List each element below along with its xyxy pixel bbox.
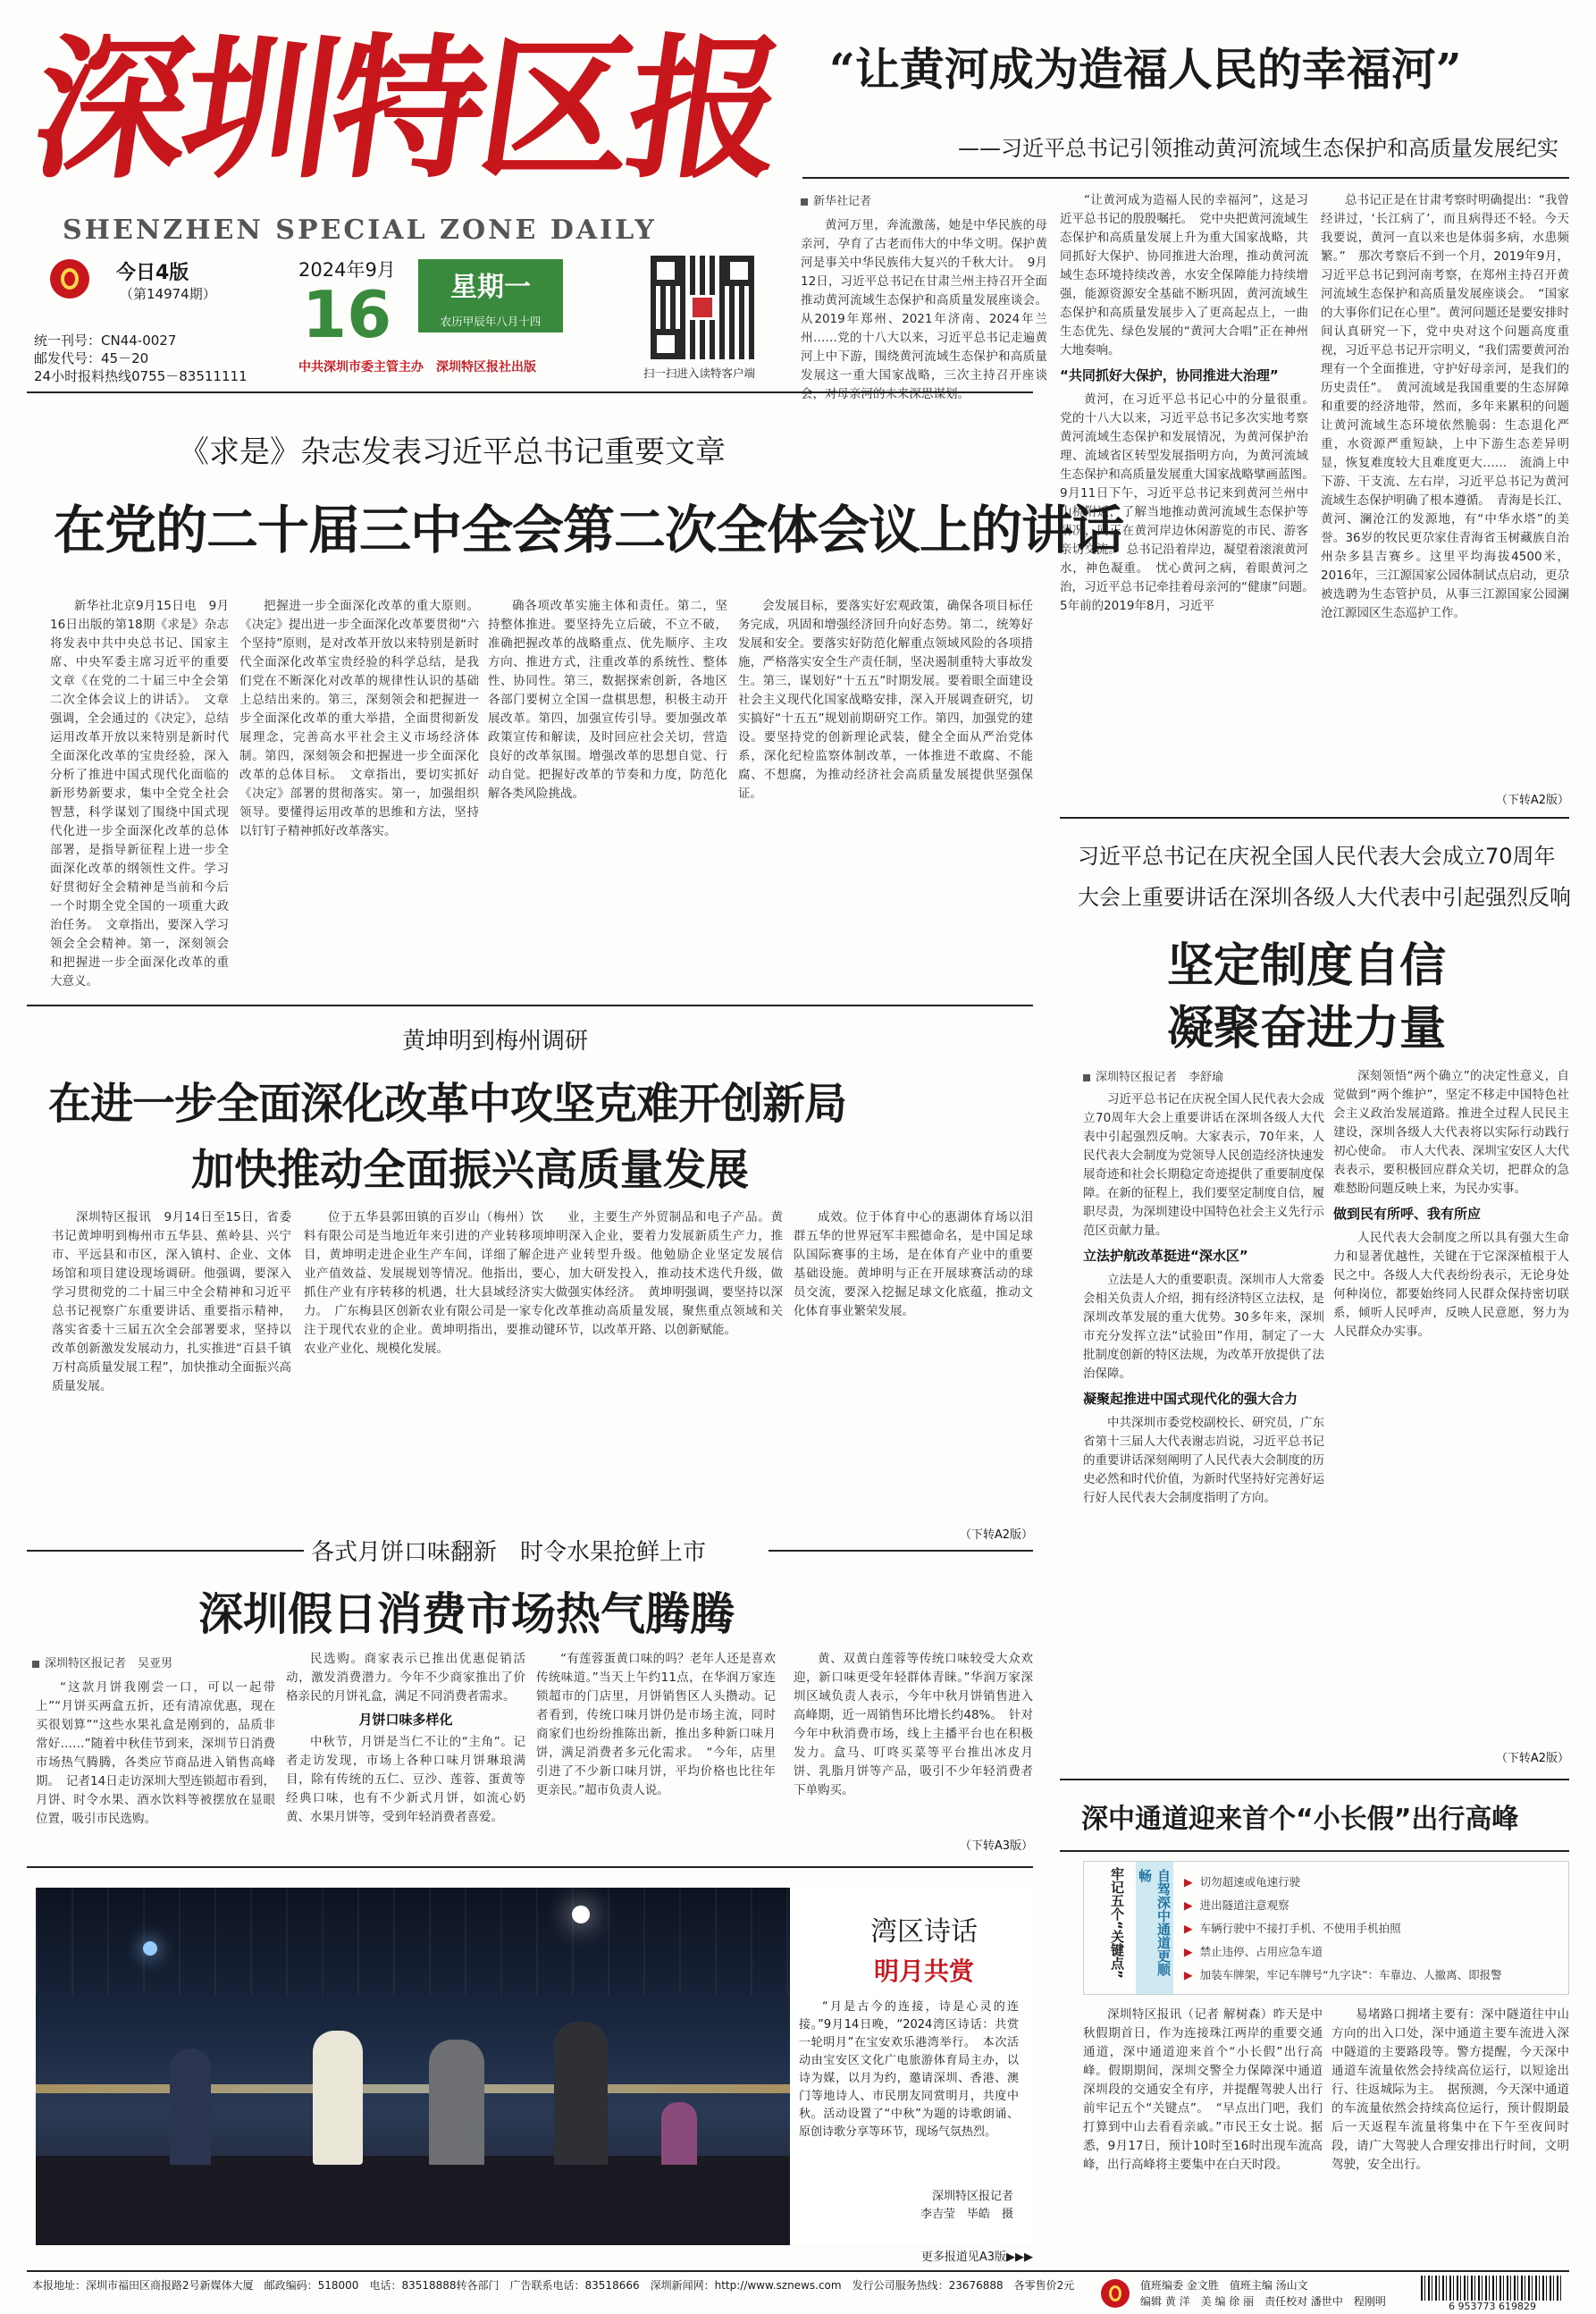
paragraph: “月是古今的连接，诗是心灵的连接。”9月14日晚，“2024湾区诗话：共赏一轮明月”在宝安欢乐港湾举行。 本次活动由宝安区文化广电旅游体育局主办，以诗为媒，以月为约，邀请深圳、香港、澳门等地诗人、市民朋友同赏明月，共度中秋。活动设置了“中秋”为题的诗歌朗诵、原创诗歌分享等环节，现场气氛热烈。 <box>799 2000 1019 2139</box>
tip-text: 加装车牌架，牢记车牌号“九字诀”：车靠边、人撤离、即报警 <box>1199 1968 1502 1982</box>
tunnel-tips-box <box>1083 1861 1569 1995</box>
arrow-icon: ▶ <box>1184 1898 1193 1912</box>
qiushi-col3 <box>488 597 727 987</box>
byline-text: 深圳特区报记者 李舒瑜 <box>1096 1071 1224 1084</box>
byline-text: 新华社记者 <box>813 195 872 208</box>
top-story-byline <box>801 191 871 208</box>
bay-poetry-subtitle: 明月共赏 <box>873 1956 974 1986</box>
npc-byline <box>1083 1067 1223 1084</box>
tips-list <box>1184 1871 1563 1987</box>
bullet-icon <box>32 1661 39 1668</box>
paragraph: “有莲蓉蛋黄口味的吗？老年人还是喜欢传统味道。”当天上午约11点，在华润万家连锁超市的门店里，月饼销售区人头攒动。记者看到，传统口味月饼仍是市场主流，同时商家们也纷纷推陈出新，推出多种新口味月饼，满足消费者多元化需求。 “今年，店里引进了不少新口味月饼，平均价格也比往年更亲民。”超市负责人说。 <box>536 1652 776 1797</box>
arrow-icon: ▶ <box>1184 1875 1193 1889</box>
bay-poetry-box <box>790 1888 1033 2245</box>
paragraph: 深刻领悟“两个确立”的决定性意义，自觉做到“两个维护”，坚定不移走中国特色社会主义政治发展道路。推进全过程人民民主建设，深圳各级人大代表将以实际行动践行初心使命。 市人大代表、深圳宝安区人大代表表示，要积极回应群众关切，把群众的急难愁盼问题反映上来，为民办实事。 <box>1333 1069 1569 1196</box>
qiushi-headline: 在党的二十届三中全会第二次全体会议上的讲话 <box>54 500 1124 560</box>
qiushi-col2 <box>239 597 479 987</box>
paragraph: 成效。位于体育中心的惠湖体育场以泪群五华的世界冠军丰熙德命名，是中国足球队国际赛事的主场，是在体育产业中的重要基础设施。黄坤明与正在开展球赛活动的球员交流，要深入挖掘足球文化底蕴，推动文化体育事业繁荣发展。 <box>794 1210 1033 1318</box>
weekday-box <box>418 259 563 332</box>
paragraph: 深圳特区报讯 9月14日至15日，省委书记黄坤明到梅州市五华县、蕉岭县、兴宁市、平远县和市区，深入镇村、企业、文体场馆和项目建设现场调研。他强调，要深入学习贯彻党的二十届三中全会精神和习近平总书记视察广东重要讲话、重要指示精神，落实省委十三届五次全会部署要求，坚持以改革创新激发发展动力，扎实推进“百县千镇万村高质量发展工程”，加快推动全面振兴高质量发展。 <box>52 1210 291 1393</box>
paragraph: 位于五华县郭田镇的百岁山（梅州）饮料有限公司是当地近年来引进的产业转移项目，黄坤明走进企业生产车间，详细了解企业产值效益、发展规划等情况。他指出，要抓住产业有序转移的机遇，壮大县域经济实力。 广东梅县区创新农业有限公司是一家专注于现代农业的企业。黄坤明指出，要推动农业产业化、规模化发展。 <box>304 1210 543 1356</box>
masthead-name-en: SHENZHEN SPECIAL ZONE DAILY <box>63 215 657 246</box>
footer-editors-2: 编辑 黄 洋 美 编 徐 丽 责任校对 潘世中 程刚明 <box>1140 2295 1386 2308</box>
date-year-month: 2024年9月 <box>298 259 396 281</box>
npc-kicker-2: 大会上重要讲话在深圳各级人大代表中引起强烈反响 <box>1078 885 1571 910</box>
meizhou-kicker: 黄坤明到梅州调研 <box>402 1028 589 1055</box>
qr-caption: 扫一扫进入读特客户端 <box>643 366 756 380</box>
top-story-rule <box>802 177 1569 179</box>
footer-rule <box>27 2270 1569 2272</box>
arrow-icon: ▶ <box>1184 1945 1193 1958</box>
qiushi-col4 <box>738 597 1033 987</box>
consumption-col4 <box>794 1650 1033 1836</box>
consumption-continued[interactable]: （下转A3版） <box>959 1839 1033 1853</box>
paragraph: 民选购。商家表示已推出优惠促销活动，激发消费潜力。今年不少商家推出了价格亲民的月饼礼盒，满足不同消费者需求。 <box>286 1652 525 1704</box>
tips-label-2 <box>1136 1862 1173 1994</box>
paragraph: 黄、双黄白莲蓉等传统口味较受大众欢迎，新口味更受年轻群体青睐。”华润万家深圳区域负责人表示，今年中秋月饼销售进入高峰期，近一周销售环比增长约48%。 针对今年中秋消费市场，线上主播平台也在积极发力。盒马、叮咚买菜等平台推出冰皮月饼、乳脂月饼等产品，吸引不少年轻消费者下单购买。 <box>794 1652 1033 1797</box>
lunar-date: 农历甲辰年八月十四 <box>440 315 542 328</box>
top-story-title: “让黄河成为造福人民的幸福河” <box>829 43 1462 96</box>
cn-number: 统一刊号：CN44-0027 <box>34 332 177 349</box>
npc-continued[interactable]: （下转A2版） <box>1495 1752 1569 1765</box>
consumption-col3 <box>536 1650 776 1854</box>
more-reports-link[interactable]: 更多报道见A3版▶▶▶ <box>920 2251 1033 2264</box>
paragraph: 黄河，在习近平总书记心中的分量很重。 党的十八大以来，习近平总书记多次实地考察黄河流域生态保护和发展情况，为黄河保护治理、流域省区转型发展指明方向，为黄河流域生态保护和高质量发展重大国家战略擘画蓝图。 9月11日下午，习近平总书记来到黄河兰州中山桥附近，了解当地推动黄河流域生态保护等情况，同正在黄河岸边休闲游览的市民、游客亲切交流。 总书记沿着岸边，凝望着滚滚黄河水，神色凝重。 忧心黄河之病，着眼黄河之治，习近平总书记牵挂着母亲河的“健康”问题。 5年前的2019年8月，习近平 <box>1060 392 1321 613</box>
npc-subhead: 凝聚起推进中国式现代化的强大合力 <box>1083 1391 1298 1407</box>
issue-number: （第14974期） <box>120 286 216 302</box>
consumption-byline <box>32 1653 172 1670</box>
section-divider <box>1060 1779 1569 1780</box>
photo-credit-2: 李吉莹 毕皓 摄 <box>920 2208 1013 2221</box>
arrow-icon: ▶ <box>1184 1968 1193 1982</box>
paragraph: “这款月饼我刚尝一口，可以一起带上”“月饼买两盒五折，还有清凉优惠，现在买很划算”“这些水果礼盒是刚到的，品质非常好……”随着中秋佳节到来，深圳节日消费市场热气腾腾，各类应节商品进入销售高峰期。 记者14日走访深圳大型连锁超市看到，月饼、时令水果、酒水饮料等被摆放在显眼位置，吸引市民选购。 <box>36 1680 275 1826</box>
weekday: 星期一 <box>450 272 531 303</box>
postal-code: 邮发代号：45－20 <box>34 350 149 366</box>
tip-text: 切勿超速或龟速行驶 <box>1199 1875 1301 1889</box>
tips-label-1: 牢记五个“关键点” <box>1109 1867 1125 1979</box>
meizhou-continued[interactable]: （下转A2版） <box>959 1528 1033 1542</box>
footer-address: 本报地址：深圳市福田区商报路2号新媒体大厦 邮政编码：518000 电话：83518888转各部门 广告联系电话：83518666 深圳新闻网：http://www.sznews.com 发行公司服务热线：23676888 各零售价2元 <box>32 2279 1075 2292</box>
paragraph: 立法是人大的重要职责。深圳市人大常委会相关负责人介绍，拥有经济特区立法权，是深圳改革发展的重大优势。30多年来，深圳市充分发挥立法“试验田”作用，制定了一大批制度创新的特区法规，为改革开放提供了法治保障。 <box>1083 1273 1324 1381</box>
footer-editors-1: 值班编委 金文胜 值班主编 汤山文 <box>1140 2279 1308 2292</box>
meizhou-col3 <box>543 1208 783 1541</box>
tunnel-col2 <box>1331 2006 1569 2265</box>
masthead-logo: 深圳特区报 <box>22 18 791 199</box>
top-story-col1 <box>801 216 1047 527</box>
paragraph: 中共深圳市委党校副校长、研究员，广东省第十三届人大代表谢志岿说，习近平总书记的重要讲话深刻阐明了人民代表大会制度的历史必然和时代价值，为新时代坚持好完善好运行好人民代表大会制度指明了方向。 <box>1083 1416 1324 1505</box>
barcode-number: 6 953773 619829 <box>1449 2301 1536 2312</box>
section-divider <box>27 1005 1033 1006</box>
sponsor-line: 中共深圳市委主管主办 深圳特区报社出版 <box>298 360 536 374</box>
consumption-headline: 深圳假日消费市场热气腾腾 <box>198 1588 735 1640</box>
top-story-continued[interactable]: （下转A2版） <box>1495 794 1569 807</box>
paragraph: 确各项改革实施主体和责任。第二，坚持整体推进。要坚持先立后破，不立不破，准确把握改革的战略重点、优先顺序、主攻方向、推进方式，注重改革的系统性、整体性、协同性。第三，数据探索创新，各地区各部门要树立全国一盘棋思想，积极主动开展改革。第四，加强宣传引导。要加强改革政策宣传和解读，及时回应社会关切，营造良好的改革氛围。增强改革的思想自觉、行动自觉。把握好改革的节奏和力度，防范化解各类风险挑战。 <box>488 599 727 801</box>
npc-subhead: 做到民有所呼、我有所应 <box>1333 1206 1482 1222</box>
brand-emblem-icon <box>50 259 89 299</box>
bullet-icon <box>801 198 808 206</box>
paragraph: “让黄河成为造福人民的幸福河”，这是习近平总书记的殷殷嘱托。 党中央把黄河流域生态保护和高质量发展上升为重大国家战略，共同抓好大保护、协同推进大治理，推动黄河流域生态环境持续改善，水安全保障能力持续增强，能源资源安全基础不断巩固，黄河流域生态保护和高质量发展步入了更高起点上，一曲生态优先、绿色发展的“黄河大合唱”正在神州大地奏响。 <box>1060 193 1308 358</box>
meizhou-col1 <box>52 1208 291 1541</box>
paragraph: 深圳特区报讯（记者 解树森）昨天是中秋假期首日，作为连接珠江两岸的重要交通通道，深中通道迎来首个“小长假”出行高峰。假期期间，深圳交警全力保障深中通道深圳段的交通安全有序，并提醒驾驶人出行前牢记五个“关键点”。 “早点出门吧，我们打算到中山去看看亲戚。”市民王女士说。据悉，9月17日，预计10时至16时出现车流高峰，出行高峰将主要集中在白天时段。 <box>1083 2007 1323 2172</box>
meizhou-col2 <box>304 1208 543 1541</box>
arrow-icon: ▶ <box>1184 1922 1193 1935</box>
footer-emblem-icon <box>1101 2279 1130 2308</box>
tip-text: 禁止违停、占用应急车道 <box>1199 1945 1323 1958</box>
stage-photo <box>36 1888 790 2245</box>
top-story-subtitle: ——习近平总书记引领推动黄河流域生态保护和高质量发展纪实 <box>958 136 1558 161</box>
top-story-col3 <box>1321 191 1569 795</box>
paragraph: 把握进一步全面深化改革的重大原则。《决定》提出进一步全面深化改革要贯彻“六个坚持”原则，是对改革开放以来特别是新时代全面深化改革宝贵经验的科学总结，是我们党在不断深化对改革的规律性认识的基础上总结出来的。第三，深刻领会和把握进一步全面深化改革的重大举措，全面贯彻新发展理念，完善高水平社会主义市场经济体制。第四，深刻领会和把握进一步全面深化改革的总体目标。 文章指出，要切实抓好《决定》部署的贯彻落实。第一，加强组织领导。要懂得运用改革的思维和方法，坚持以钉钉子精神抓好改革落实。 <box>239 599 479 838</box>
tips-label-text: 自驾深中通道更顺畅 <box>1137 1869 1172 1976</box>
paragraph: 中秋节，月饼是当仁不让的“主角”。记者走访发现，市场上各种口味月饼琳琅满目，除有传统的五仁、豆沙、莲蓉、蛋黄等经典口味，也有不少新式月饼，如流心奶黄、水果月饼等，受到年轻消费者喜爱。 <box>286 1735 525 1824</box>
tip-item <box>1184 1917 1563 1940</box>
bay-poetry-body <box>799 1998 1019 2177</box>
consumption-col2 <box>286 1650 525 1854</box>
tip-text: 进出隧道注意观察 <box>1199 1898 1289 1912</box>
bullet-icon <box>1083 1074 1090 1081</box>
tip-item <box>1184 1940 1563 1964</box>
section-divider <box>1060 1850 1569 1852</box>
paragraph: 新华社北京9月15日电 9月16日出版的第18期《求是》杂志将发表中共中央总书记、国家主席、中央军委主席习近平的重要文章《在党的二十届三中全会第二次全体会议上的讲话》。 文章强调，全会通过的《决定》，总结运用改革开放以来特别是新时代全面深化改革的宝贵经验，深入分析了推进中国式现代化面临的新形势新要求，集中全党全社会智慧，科学谋划了围绕中国式现代化进一步全面深化改革的总体部署，是指导新征程上进一步全面深化改革的纲领性文件。学习好贯彻好全会精神是当前和今后一个时期全党全国的一项重大政治任务。 文章指出，要深入学习领会全会精神。第一，深刻领会和把握进一步全面深化改革的重大意义。 <box>50 599 229 989</box>
tip-item <box>1184 1871 1563 1894</box>
npc-col2 <box>1333 1067 1569 1746</box>
paragraph: 业，主要生产外贸制品和电子产品。黄坤明深入企业，要着力发展新质生产力，推进产业转型升级。他勉励企业坚定发展信心，加大研发投入，推动技术迭代升级，做大做强实体经济。 黄坤明强调，要坚持以深化改革推动高质量发展，聚焦重点领域和关键环节，以改革开路、以创新赋能。 <box>543 1210 783 1337</box>
meizhou-col4 <box>794 1208 1033 1523</box>
consumption-subhead: 月饼口味多样化 <box>358 1712 453 1728</box>
paragraph: 易堵路口拥堵主要有：深中隧道往中山方向的出入口处，深中通道主要车流进入深中隧道的主要路段等。警方提醒，今天深中通道车流量依然会持续高位运行，以短途出行、往返城际为主。 据预测，今天深中通道的车流量依然会持续高位运行，预计假期最后一天返程车流量将集中在下午至夜间时段，请广大驾驶人合理安排出行时间，文明驾驶，安全出行。 <box>1331 2007 1569 2172</box>
npc-kicker-1: 习近平总书记在庆祝全国人民代表大会成立70周年 <box>1078 844 1556 869</box>
qr-code-icon[interactable] <box>651 256 754 359</box>
tip-item <box>1184 1964 1563 1987</box>
consumption-col1 <box>36 1679 275 1854</box>
barcode-icon <box>1421 2276 1564 2301</box>
npc-headline-2: 凝聚奋进力量 <box>1167 1002 1447 1056</box>
consumption-kicker: 各式月饼口味翻新 时令水果抢鲜上市 <box>304 1534 769 1567</box>
npc-col1 <box>1083 1090 1324 1738</box>
npc-headline-1: 坚定制度自信 <box>1167 939 1447 993</box>
meizhou-headline-1: 在进一步全面深化改革中攻坚克难开创新局 <box>48 1079 847 1129</box>
hotline: 24小时报料热线0755－83511111 <box>34 368 248 384</box>
tip-item <box>1184 1894 1563 1917</box>
bay-poetry-title: 湾区诗话 <box>870 1916 978 1948</box>
byline-text: 深圳特区报记者 吴亚男 <box>45 1657 173 1670</box>
qiushi-col1 <box>50 597 229 987</box>
photo-credit-1: 深圳特区报记者 <box>931 2190 1013 2203</box>
today-pages: 今日4版 <box>116 262 189 284</box>
tunnel-col1 <box>1083 2006 1323 2265</box>
date-day: 16 <box>302 277 392 352</box>
section-divider <box>27 1866 1033 1868</box>
meizhou-headline-2: 加快推动全面振兴高质量发展 <box>191 1145 750 1195</box>
npc-subhead: 立法护航改革挺进“深水区” <box>1083 1248 1248 1264</box>
section-divider <box>1060 817 1569 819</box>
tunnel-headline: 深中通道迎来首个“小长假”出行高峰 <box>1081 1804 1519 1835</box>
paragraph: 人民代表大会制度之所以具有强大生命力和显著优越性，关键在于它深深植根于人民之中。各级人大代表纷纷表示，无论身处何种岗位，都要始终同人民群众保持密切联系，倾听人民呼声，反映人民意愿，努力为人民群众办实事。 <box>1333 1231 1569 1339</box>
tip-text: 车辆行驶中不接打手机、不使用手机拍照 <box>1199 1922 1401 1935</box>
paragraph: 习近平总书记在庆祝全国人民代表大会成立70周年大会上重要讲话在深圳各级人大代表中引起强烈反响。大家表示，70年来，人民代表大会制度为党领导人民创造经济快速发展奇迹和社会长期稳定奇迹提供了重要制度保障。在新的征程上，我们要坚定制度自信，履职尽责，为深圳建设中国特色社会主义先行示范区贡献力量。 <box>1083 1092 1324 1238</box>
paragraph: 总书记正是在甘肃考察时明确提出：“我曾经讲过，‘长江病了’，而且病得还不轻。今天我要说，黄河一直以来也是体弱多病，水患频繁。” 那次考察后不到一个月，2019年9月，习近平总书记到河南考察，在郑州主持召开黄河流域生态保护和高质量发展座谈会。 “国家的大事你们记在心里”。黄河问题还是要安排时间认真研究一下，党中央对这个问题高度重视，习近平总书记开宗明义，“我们需要黄河治理有一个全面推进，守护好母亲河，是我们的历史责任”。 黄河流域是我国重要的生态屏障和重要的经济地带，然而，多年来累积的问题让黄河流域生态环境依然脆弱：生态退化严重，水资源严重短缺，上中下游生态差异明显，恢复难度较大且难度更大…… 流淌上中下游、干支流、左右岸，习近平总书记为黄河流域生态保护明确了根本遵循。 青海是长江、黄河、澜沧江的发源地，有“中华水塔”的美誉。36岁的牧民更尕家住青海省玉树藏族自治州杂多县吉赛乡。这里平均海拔4500米，2016年，三江源国家公园体制试点启动，更尕被选聘为生态管护员，从事三江源国家公园澜沧江源园区生态巡护工作。 <box>1321 193 1569 620</box>
top-story-subhead: “共同抓好大保护，协同推进大治理” <box>1060 367 1279 383</box>
paragraph: 黄河万里，奔流激荡，她是中华民族的母亲河，孕育了古老而伟大的中华文明。保护黄河是事关中华民族伟大复兴的千秋大计。 9月12日，习近平总书记在甘肃兰州主持召开全面推动黄河流域生态保护和高质量发展座谈会。从2019年郑州、2021年济南、2024年兰州……党的十八大以来，习近平总书记走遍黄河上中下游，围绕黄河流域生态保护和高质量发展这一重大国家战略，三次主持召开座谈会，对母亲河的未来深思谋划。 <box>801 218 1047 401</box>
qiushi-kicker: 《求是》杂志发表习近平总书记重要文章 <box>179 434 726 470</box>
paragraph: 会发展目标，要落实好宏观政策，确保各项目标任务完成，巩固和增强经济回升向好态势。第二，统筹好发展和安全。要落实好防范化解重点领域风险的各项措施，严格落实安全生产责任制，坚决遏制重特大事故发生。第三，谋划好“十五五”时期发展。要着眼全面建设社会主义现代化国家战略安排，深入开展调查研究，切实搞好“十五五”规划前期研究工作。第四，加强党的建设。要坚持党的创新理论武装，健全全面从严治党体系，深化纪检监察体制改革，一体推进不敢腐、不能腐、不想腐，为推动经济社会高质量发展提供坚强保证。 <box>738 599 1033 801</box>
